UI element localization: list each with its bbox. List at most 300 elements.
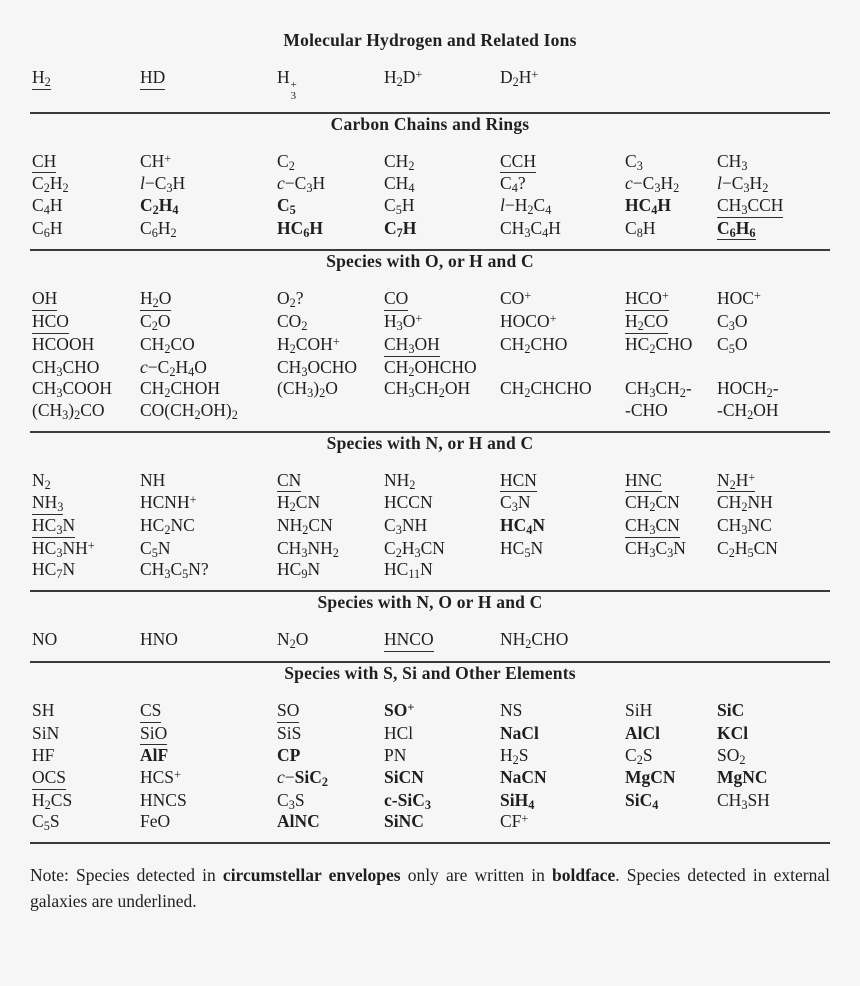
- species-formula: CF+: [500, 811, 529, 832]
- species-formula: $H_2$: [32, 67, 51, 90]
- species-cell: [277, 629, 384, 652]
- species-cell: [277, 357, 384, 379]
- species-formula: NaCl: [500, 722, 539, 743]
- species-cell: [625, 357, 717, 379]
- species-cell: [500, 195, 625, 218]
- species-cell: [625, 470, 717, 493]
- species-cell: [140, 357, 277, 379]
- species-formula: $CH_2OHCHO$: [384, 356, 477, 379]
- species-cell: [717, 811, 802, 833]
- species-cell: [384, 700, 500, 723]
- species-formula: $HOCH_2-$: [717, 378, 779, 401]
- species-cell: [717, 538, 802, 560]
- species-formula: $H_2COH^+$: [277, 333, 340, 356]
- species-formula: $CH_3COOH$: [32, 378, 113, 401]
- note-text: only are written in: [400, 865, 553, 886]
- species-cell: [32, 559, 140, 581]
- species-formula: HCNH+: [140, 492, 197, 513]
- species-formula: $H_3O^+$: [384, 311, 423, 334]
- species-formula: $C_3$: [625, 150, 643, 173]
- species-formula: $HC_4H$: [625, 195, 671, 218]
- section-title: Species with N, O or H and C: [317, 592, 543, 613]
- species-cell: [625, 151, 717, 174]
- species-formula: $HC_5N$: [500, 537, 544, 560]
- species-cell: [500, 470, 625, 493]
- species-grid: [30, 67, 830, 103]
- species-cell: [277, 288, 384, 311]
- species-cell: [717, 723, 802, 746]
- species-cell: [140, 538, 277, 560]
- species-cell: [32, 357, 140, 379]
- species-formula: $C_2H_4$: [140, 195, 179, 218]
- species-formula: SiH$_4$: [500, 789, 535, 812]
- species-formula: HCl: [384, 722, 414, 743]
- species-formula: FeO: [140, 811, 171, 832]
- species-cell: [500, 378, 625, 400]
- species-cell: [384, 767, 500, 790]
- species-formula: $C_7H$: [384, 217, 417, 240]
- species-cell: [32, 470, 140, 493]
- species-formula: CH+: [140, 150, 172, 171]
- species-formula: $l-C_3H$: [140, 173, 186, 196]
- species-formula: HOC+: [717, 288, 761, 309]
- species-formula: OH: [32, 288, 57, 311]
- species-cell: [717, 745, 802, 767]
- species-cell: [384, 559, 500, 581]
- species-cell: [717, 378, 802, 400]
- species-formula: SiO: [140, 723, 167, 746]
- species-grid: [30, 470, 830, 582]
- species-cell: [625, 67, 717, 103]
- species-formula: $O_2$?: [277, 288, 304, 311]
- species-formula: NO: [32, 629, 58, 650]
- species-cell: [277, 400, 384, 422]
- species-formula: $-CH_2OH$: [717, 399, 779, 423]
- species-grid: [30, 288, 830, 421]
- species-cell: [277, 195, 384, 218]
- species-cell: [32, 334, 140, 357]
- species-cell: [500, 334, 625, 357]
- species-formula: $C_2H_5CN$: [717, 537, 778, 560]
- species-cell: [277, 470, 384, 493]
- species-formula: $HC_9N$: [277, 559, 321, 582]
- species-formula: HCO+: [625, 288, 669, 311]
- table-note: [30, 862, 830, 914]
- species-formula: SiCN: [384, 766, 424, 787]
- species-formula: $CO(CH_2OH)_2$: [140, 399, 238, 423]
- species-formula: $H_2CS$: [32, 789, 73, 812]
- species-cell: [717, 195, 802, 218]
- species-cell: [277, 700, 384, 723]
- species-cell: [384, 357, 500, 379]
- species-cell: [32, 515, 140, 538]
- species-formula: SiH: [625, 699, 653, 720]
- species-formula: HD: [140, 67, 165, 90]
- species-formula: $CH_3OH$: [384, 333, 440, 356]
- species-cell: [717, 400, 802, 422]
- species-formula: $CH_3NC$: [717, 515, 772, 538]
- species-cell: [500, 173, 625, 195]
- species-cell: [717, 470, 802, 493]
- species-cell: [277, 515, 384, 538]
- species-cell: [500, 767, 625, 790]
- species-formula: $HC_3N$: [32, 515, 76, 538]
- species-formula: $CH_3NH_2$: [277, 537, 339, 560]
- species-formula: CS: [140, 700, 161, 723]
- species-cell: [277, 538, 384, 560]
- species-cell: [625, 790, 717, 812]
- section-title: Species with S, Si and Other Elements: [284, 662, 576, 683]
- species-cell: [500, 67, 625, 103]
- species-cell: [625, 492, 717, 515]
- species-cell: [500, 492, 625, 515]
- species-formula: $SO_2$: [717, 745, 746, 768]
- species-cell: [500, 400, 625, 422]
- species-formula: $HC_4N$: [500, 515, 546, 538]
- species-formula: $C_2H_2$: [32, 173, 69, 196]
- species-formula: HCCN: [384, 492, 433, 513]
- species-formula: $H_2S$: [500, 745, 529, 768]
- species-cell: [625, 173, 717, 195]
- species-cell: [384, 515, 500, 538]
- species-cell: [384, 311, 500, 334]
- species-formula: $CH_3C_3N$: [625, 537, 686, 560]
- species-formula: HNCS: [140, 789, 187, 810]
- species-formula: $C_4H$: [32, 195, 63, 218]
- species-formula: HCS+: [140, 766, 181, 787]
- species-cell: [140, 378, 277, 400]
- species-formula: HF: [32, 745, 55, 766]
- species-cell: [140, 745, 277, 767]
- section-title: Species with O, or H and C: [326, 251, 534, 272]
- species-cell: [32, 629, 140, 652]
- species-formula: HNO: [140, 629, 178, 650]
- species-cell: [625, 538, 717, 560]
- species-formula: SiNC: [384, 811, 424, 832]
- species-formula: c−SiC$_2$: [277, 766, 329, 790]
- species-formula: SiS: [277, 722, 302, 743]
- species-formula: $CH_2CHOH$: [140, 378, 221, 401]
- species-cell: [500, 151, 625, 174]
- species-formula: $c-C_3H_2$: [625, 173, 680, 196]
- species-cell: [277, 745, 384, 767]
- species-formula: $CH_3SH$: [717, 789, 770, 812]
- species-cell: [625, 515, 717, 538]
- species-cell: [277, 67, 384, 103]
- species-cell: [625, 629, 717, 652]
- species-cell: [717, 700, 802, 723]
- section-title: Species with N, or H and C: [326, 432, 534, 453]
- species-cell: [717, 559, 802, 581]
- species-cell: [717, 311, 802, 334]
- species-formula: HNCO: [384, 629, 434, 652]
- species-cell: [277, 151, 384, 174]
- species-formula: HCOOH: [32, 333, 95, 354]
- species-cell: [500, 218, 625, 241]
- species-formula: $N_2H^+$: [717, 469, 756, 492]
- species-cell: [384, 470, 500, 493]
- species-cell: [717, 288, 802, 311]
- species-cell: [500, 357, 625, 379]
- species-formula: $C_2$: [277, 150, 295, 173]
- species-cell: [384, 334, 500, 357]
- species-cell: [32, 492, 140, 515]
- species-cell: [717, 357, 802, 379]
- species-cell: [384, 745, 500, 767]
- species-cell: [32, 700, 140, 723]
- species-formula: $HC_3NH^+$: [32, 537, 95, 560]
- species-formula: $C_3N$: [500, 492, 531, 515]
- species-formula: $CH_3CN$: [625, 515, 680, 538]
- species-formula: $HC_6H$: [277, 217, 323, 240]
- species-formula: AlF: [140, 745, 169, 766]
- species-cell: [140, 723, 277, 746]
- species-cell: [500, 629, 625, 652]
- species-formula: $CH_2NH$: [717, 492, 773, 515]
- species-formula: $CH_2$: [384, 150, 415, 173]
- species-formula: $CH_3CH_2-$: [625, 378, 692, 401]
- species-cell: [32, 745, 140, 767]
- species-formula: HCO: [32, 311, 69, 334]
- species-cell: [625, 378, 717, 400]
- species-formula: $CH_3$: [717, 150, 748, 173]
- species-cell: [277, 311, 384, 334]
- species-cell: [717, 492, 802, 515]
- species-cell: [384, 378, 500, 400]
- species-cell: [277, 334, 384, 357]
- species-cell: [384, 492, 500, 515]
- note-bold-circumstellar: circumstellar envelopes: [222, 865, 401, 886]
- species-cell: [384, 195, 500, 218]
- species-formula: $C_6H_2$: [140, 217, 177, 240]
- species-formula: $NH_2CN$: [277, 515, 333, 538]
- species-cell: [32, 378, 140, 400]
- species-cell: [384, 173, 500, 195]
- species-cell: [625, 811, 717, 833]
- section-divider: [30, 842, 830, 844]
- species-formula: $l-H_2C_4$: [500, 195, 552, 218]
- species-formula: $HC_7N$: [32, 559, 76, 582]
- species-formula: SH: [32, 699, 55, 720]
- species-cell: [384, 400, 500, 422]
- species-formula: $C_5S$: [32, 811, 60, 834]
- species-formula: $HC_2CHO$: [625, 333, 693, 356]
- species-formula: c-SiC$_3$: [384, 789, 431, 812]
- species-formula: KCl: [717, 722, 749, 743]
- species-formula: $c-C_2H_4O$: [140, 356, 207, 379]
- species-formula: HOCO+: [500, 311, 557, 332]
- species-cell: [625, 400, 717, 422]
- species-cell: [32, 67, 140, 103]
- species-cell: [384, 288, 500, 311]
- species-formula: SiC$_4$: [625, 789, 659, 812]
- species-cell: [625, 334, 717, 357]
- species-cell: [500, 723, 625, 746]
- species-formula: $C_3O$: [717, 311, 748, 334]
- species-cell: [500, 288, 625, 311]
- species-formula: $HC_2NC$: [140, 515, 195, 538]
- species-cell: [500, 745, 625, 767]
- species-formula: SiN: [32, 722, 60, 743]
- species-formula: $CH_3CHO$: [32, 356, 100, 379]
- species-cell: [625, 195, 717, 218]
- species-cell: [32, 311, 140, 334]
- species-cell: [625, 745, 717, 767]
- species-grid: [30, 700, 830, 833]
- species-formula: $CH_2CHCHO$: [500, 378, 592, 401]
- species-formula: $CH_3CCH$: [717, 195, 784, 218]
- species-formula: $C_3NH$: [384, 515, 428, 538]
- species-formula: CN: [277, 470, 301, 493]
- species-formula: CP: [277, 745, 301, 766]
- species-cell: [277, 723, 384, 746]
- species-formula: $C_2S$: [625, 745, 653, 768]
- species-table: [30, 30, 830, 844]
- species-cell: [277, 811, 384, 833]
- species-cell: [625, 767, 717, 790]
- species-cell: [384, 790, 500, 812]
- species-cell: [717, 790, 802, 812]
- species-formula: $C_5O$: [717, 333, 748, 356]
- species-formula: CH: [32, 151, 56, 174]
- species-formula: $CH_3CH_2OH$: [384, 378, 471, 401]
- species-formula: NaCN: [500, 766, 547, 787]
- species-cell: [384, 67, 500, 103]
- species-formula: $H_2D^+$: [384, 67, 423, 90]
- species-cell: [384, 151, 500, 174]
- species-cell: [140, 515, 277, 538]
- species-cell: [140, 151, 277, 174]
- species-formula: H + 3: [277, 67, 297, 103]
- species-cell: [717, 515, 802, 538]
- species-formula: $CH_2CO$: [140, 333, 195, 356]
- species-cell: [140, 288, 277, 311]
- species-cell: [384, 538, 500, 560]
- species-cell: [500, 559, 625, 581]
- species-cell: [140, 492, 277, 515]
- species-cell: [140, 195, 277, 218]
- species-formula: MgNC: [717, 766, 768, 787]
- species-formula: $NH_2$: [384, 469, 416, 492]
- species-cell: [500, 311, 625, 334]
- species-formula: $N_2$: [32, 469, 51, 492]
- species-formula: $CH_4$: [384, 173, 415, 196]
- species-cell: [500, 538, 625, 560]
- species-cell: [277, 559, 384, 581]
- species-formula: $CH_3OCHO$: [277, 356, 358, 379]
- species-cell: [140, 67, 277, 103]
- species-cell: [625, 559, 717, 581]
- species-formula: $C_8H$: [625, 217, 656, 240]
- species-cell: [32, 538, 140, 560]
- species-formula: CCH: [500, 151, 536, 174]
- species-formula: $NH_3$: [32, 492, 64, 515]
- species-formula: $HC_{11}N$: [384, 559, 433, 582]
- species-formula: MgCN: [625, 766, 676, 787]
- species-formula: $C_2H_3CN$: [384, 537, 445, 560]
- species-cell: [140, 790, 277, 812]
- species-formula: $l-C_3H_2$: [717, 173, 769, 196]
- species-formula: $C_5N$: [140, 537, 171, 560]
- species-cell: [717, 629, 802, 652]
- species-formula: $C_5H$: [384, 195, 415, 218]
- species-cell: [277, 378, 384, 400]
- species-formula: $c-C_3H$: [277, 173, 326, 196]
- species-cell: [32, 723, 140, 746]
- species-cell: [625, 700, 717, 723]
- section-title: Molecular Hydrogen and Related Ions: [283, 30, 577, 50]
- species-cell: [717, 334, 802, 357]
- note-text: . Species detected in external galaxies are underlined.: [30, 865, 830, 912]
- species-cell: [32, 288, 140, 311]
- species-formula: -CHO: [625, 399, 668, 420]
- species-cell: [717, 151, 802, 174]
- species-cell: [32, 811, 140, 833]
- species-formula: PN: [384, 745, 407, 766]
- species-cell: [717, 218, 802, 241]
- species-cell: [277, 492, 384, 515]
- stacked-subsup: + 3: [290, 78, 297, 103]
- species-formula: $CH_3C_4H$: [500, 217, 561, 240]
- species-cell: [384, 218, 500, 241]
- species-cell: [32, 218, 140, 241]
- species-cell: [140, 559, 277, 581]
- species-cell: [140, 334, 277, 357]
- species-cell: [384, 629, 500, 652]
- species-formula: SO+: [384, 699, 415, 720]
- species-cell: [625, 218, 717, 241]
- species-cell: [384, 723, 500, 746]
- species-cell: [717, 67, 802, 103]
- species-formula: NH: [140, 469, 166, 490]
- note-text: Note: Species detected in: [30, 865, 223, 886]
- species-cell: [140, 811, 277, 833]
- species-cell: [500, 515, 625, 538]
- species-cell: [140, 400, 277, 422]
- species-formula: $NH_2CHO$: [500, 629, 569, 652]
- species-formula: $C_2O$: [140, 311, 171, 334]
- species-formula: $(CH_3)_2O$: [277, 378, 338, 401]
- species-formula: $CH_2CN$: [625, 492, 680, 515]
- species-formula: $(CH_3)_2CO$: [32, 399, 105, 423]
- species-cell: [32, 151, 140, 174]
- species-cell: [32, 767, 140, 790]
- species-formula: $CH_2CHO$: [500, 333, 568, 356]
- species-formula: AlCl: [625, 722, 660, 743]
- species-cell: [140, 470, 277, 493]
- species-formula: HNC: [625, 470, 662, 493]
- species-formula: NS: [500, 699, 523, 720]
- species-cell: [277, 218, 384, 241]
- species-formula: CO: [384, 288, 408, 311]
- species-cell: [140, 700, 277, 723]
- species-formula: OCS: [32, 767, 66, 790]
- species-cell: [500, 811, 625, 833]
- species-cell: [500, 790, 625, 812]
- species-cell: [277, 173, 384, 195]
- species-formula: $C_4$?: [500, 173, 526, 196]
- species-formula: $C_3S$: [277, 789, 305, 812]
- species-formula: $C_5$: [277, 195, 296, 218]
- note-bold-boldface: boldface: [552, 865, 616, 886]
- species-formula: $N_2O$: [277, 629, 309, 652]
- species-cell: [384, 811, 500, 833]
- species-grid: [30, 629, 830, 652]
- species-formula: $C_6H$: [32, 217, 63, 240]
- species-cell: [32, 400, 140, 422]
- species-cell: [625, 288, 717, 311]
- species-cell: [625, 723, 717, 746]
